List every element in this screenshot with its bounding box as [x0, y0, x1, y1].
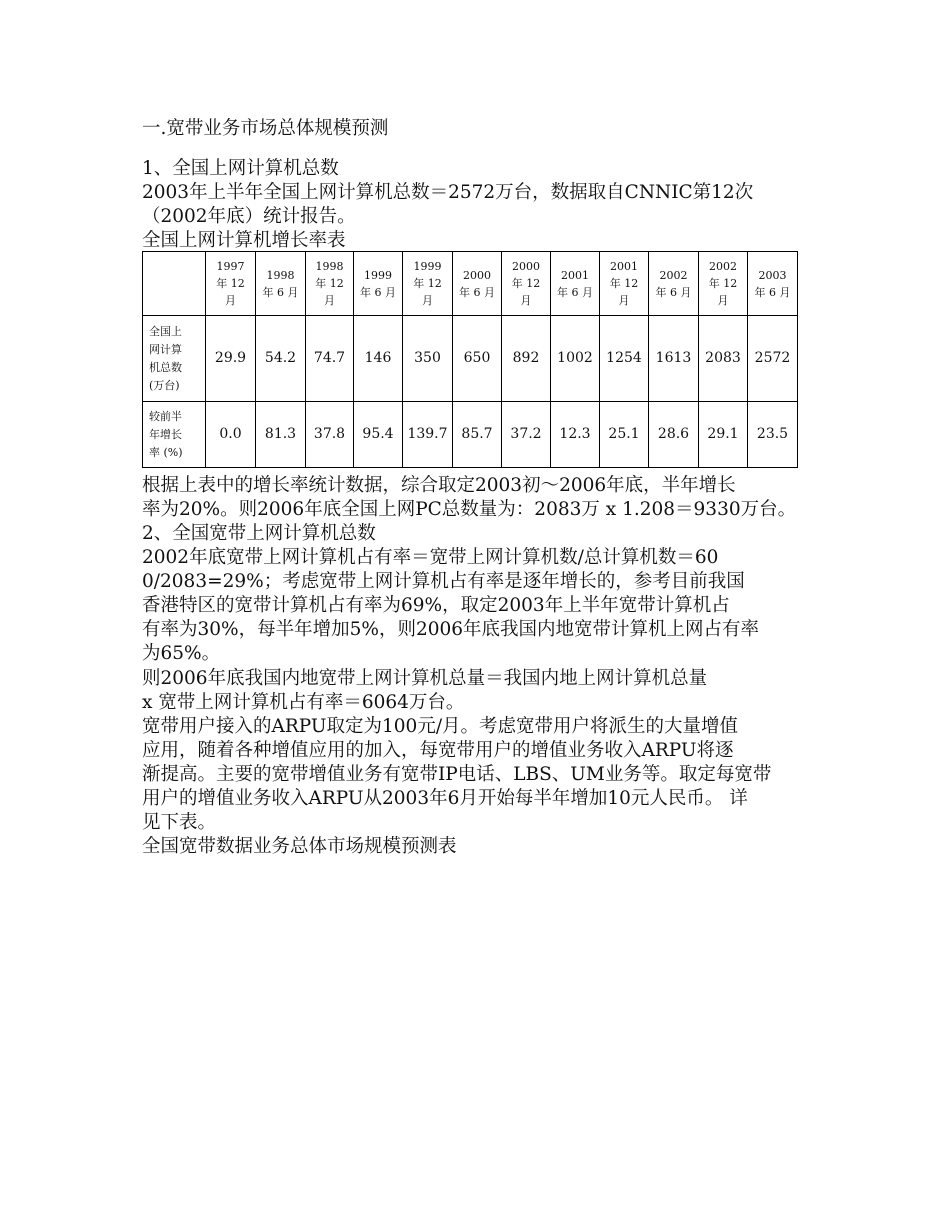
table-header-cell: 2000 年 6 月: [453, 252, 502, 316]
table-corner-cell: [143, 252, 206, 316]
growth-rate-table: [142, 251, 798, 468]
section-2-paragraph-line: 应用，随着各种增值应用的加入，每宽带用户的增值业务收入ARPU将逐: [142, 740, 734, 761]
section-2-paragraph-line: 有率为30%，每半年增加5%，则2006年底我国内地宽带计算机上网占有率: [142, 619, 760, 640]
section-2-paragraph-line: 0/2083=29%；考虑宽带上网计算机占有率是逐年增长的，参考目前我国: [142, 571, 745, 592]
table-cell: 0.0: [206, 402, 256, 468]
table-cell: 28.6: [649, 402, 699, 468]
section-2-title: 2、全国宽带上网计算机总数: [142, 523, 376, 544]
table-cell: 29.9: [206, 316, 256, 402]
table-cell: 85.7: [453, 402, 502, 468]
table-header-cell: 2003 年 6 月: [748, 252, 798, 316]
forecast-table-caption: 全国宽带数据业务总体市场规模预测表: [142, 836, 457, 857]
section-2-paragraph-line: 见下表。: [142, 812, 217, 833]
table-header-cell: 2000 年 12 月: [502, 252, 551, 316]
table-row-growth-rate: [143, 402, 798, 468]
table-header-cell: 2001 年 12 月: [600, 252, 649, 316]
table-row-total-computers: [143, 316, 798, 402]
section-2-paragraph-line: 2002年底宽带上网计算机占有率＝宽带上网计算机数/总计算机数＝60: [142, 547, 719, 568]
table-header-cell: 1998 年 6 月: [256, 252, 306, 316]
table-cell: 2083: [699, 316, 748, 402]
table-caption: 全国上网计算机增长率表: [142, 230, 346, 251]
table-cell: 146: [354, 316, 403, 402]
table-cell: 1254: [600, 316, 649, 402]
analysis-paragraph-line: 根据上表中的增长率统计数据，综合取定2003初～2006年底，半年增长: [142, 475, 736, 496]
section-2-paragraph-line: 用户的增值业务收入ARPU从2003年6月开始每半年增加10元人民币。 详: [142, 788, 748, 809]
section-1-paragraph-line: 2003年上半年全国上网计算机总数＝2572万台，数据取自CNNIC第12次: [142, 182, 754, 203]
table-cell: 23.5: [748, 402, 798, 468]
table-cell: 892: [502, 316, 551, 402]
table-cell: 81.3: [256, 402, 306, 468]
section-2-paragraph-line: 为65%。: [142, 643, 221, 664]
table-cell: 350: [403, 316, 453, 402]
table-cell: 54.2: [256, 316, 306, 402]
table-cell: 1613: [649, 316, 699, 402]
table-header-cell: 2001 年 6 月: [551, 252, 600, 316]
analysis-paragraph-line: 率为20%。则2006年底全国上网PC总数量为：2083万 x 1.208＝9330万台。: [142, 499, 797, 520]
table-header-row: [143, 252, 798, 316]
row-label: 较前半 年增长 率 (%): [143, 402, 206, 468]
table-cell: 37.8: [306, 402, 354, 468]
table-cell: 25.1: [600, 402, 649, 468]
table-header-cell: 1999 年 12 月: [403, 252, 453, 316]
section-2-paragraph-line: 香港特区的宽带计算机占有率为69%，取定2003年上半年宽带计算机占: [142, 595, 730, 616]
document-heading: 一.宽带业务市场总体规模预测: [142, 118, 389, 139]
table-header-cell: 1997 年 12 月: [206, 252, 256, 316]
table-cell: 650: [453, 316, 502, 402]
table-cell: 12.3: [551, 402, 600, 468]
table-cell: 2572: [748, 316, 798, 402]
table-cell: 74.7: [306, 316, 354, 402]
table-header-cell: 1999 年 6 月: [354, 252, 403, 316]
section-2-paragraph-line: x 宽带上网计算机占有率＝6064万台。: [142, 692, 465, 713]
section-2-paragraph-line: 宽带用户接入的ARPU取定为100元/月。考虑宽带用户将派生的大量增值: [142, 716, 739, 737]
row-label: 全国上 网计算 机总数 (万台): [143, 316, 206, 402]
section-2-paragraph-line: 渐提高。主要的宽带增值业务有宽带IP电话、LBS、UM业务等。取定每宽带: [142, 764, 772, 785]
table-cell: 29.1: [699, 402, 748, 468]
section-2-paragraph-line: 则2006年底我国内地宽带上网计算机总量＝我国内地上网计算机总量: [142, 668, 708, 689]
table-cell: 95.4: [354, 402, 403, 468]
section-1-title: 1、全国上网计算机总数: [142, 158, 339, 179]
table-header-cell: 1998 年 12 月: [306, 252, 354, 316]
table-header-cell: 2002 年 12 月: [699, 252, 748, 316]
table-cell: 37.2: [502, 402, 551, 468]
table-cell: 1002: [551, 316, 600, 402]
section-1-paragraph-line: （2002年底）统计报告。: [142, 206, 356, 227]
table-header-cell: 2002 年 6 月: [649, 252, 699, 316]
table-cell: 139.7: [403, 402, 453, 468]
